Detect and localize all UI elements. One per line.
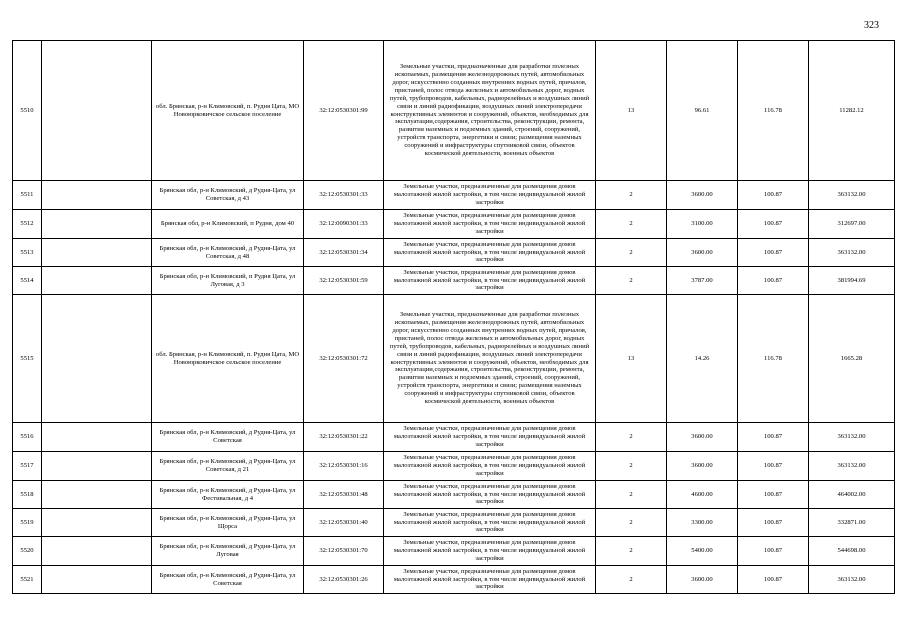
row-number: 5517 (13, 452, 42, 481)
blank-cell (42, 41, 152, 181)
area-cell: 3600.00 (667, 181, 738, 210)
permitted-use-cell: Земельные участки, предназначенные для размещения домов малоэтажной жилой застройки, в том числе индивидуальной жилой застройки (384, 210, 596, 239)
table-body (13, 41, 895, 594)
page-number: 323 (864, 20, 879, 31)
address-cell: Брянская обл, р-н Климовский, д Рудня-Цата, ул Советская, д 21 (152, 452, 304, 481)
table-row (13, 566, 895, 594)
address-cell: Брянская обл, р-н Климовский, д Рудня-Цата, ул Луговая (152, 537, 304, 566)
blank-cell (42, 537, 152, 566)
row-number: 5510 (13, 41, 42, 181)
blank-cell (42, 481, 152, 509)
group-code-cell: 2 (596, 423, 667, 452)
address-cell: Брянская обл, р-н Климовский, д Рудня-Цата, ул Советская, д 43 (152, 181, 304, 210)
cadastral-value-cell: 363132.00 (809, 452, 895, 481)
rate-cell: 116.78 (738, 295, 809, 423)
address-cell: Брянская обл, р-н Климовский, д Рудня-Цата, ул Советская, д 48 (152, 239, 304, 267)
area-cell: 3600.00 (667, 452, 738, 481)
cadastral-value-cell: 11282.12 (809, 41, 895, 181)
cadastral-number-cell: 32:12:0530301:40 (304, 509, 384, 537)
area-cell: 3600.00 (667, 239, 738, 267)
blank-cell (42, 295, 152, 423)
permitted-use-cell: Земельные участки, предназначенные для размещения домов малоэтажной жилой застройки, в том числе индивидуальной жилой застройки (384, 537, 596, 566)
row-number: 5518 (13, 481, 42, 509)
rate-cell: 100.87 (738, 481, 809, 509)
permitted-use-cell: Земельные участки, предназначенные для размещения домов малоэтажной жилой застройки, в том числе индивидуальной жилой застройки (384, 267, 596, 295)
cadastral-value-cell: 363132.00 (809, 423, 895, 452)
cadastral-number-cell: 32:12:0530301:16 (304, 452, 384, 481)
table-row (13, 181, 895, 210)
group-code-cell: 2 (596, 181, 667, 210)
cadastral-number-cell: 32:12:0530301:72 (304, 295, 384, 423)
address-cell: Брянская обл, р-н Климовский, д Рудня-Цата, ул Советская (152, 566, 304, 594)
cadastral-value-cell: 332871.00 (809, 509, 895, 537)
permitted-use-cell: Земельные участки, предназначенные для размещения домов малоэтажной жилой застройки, в том числе индивидуальной жилой застройки (384, 452, 596, 481)
permitted-use-cell: Земельные участки, предназначенные для размещения домов малоэтажной жилой застройки, в том числе индивидуальной жилой застройки (384, 481, 596, 509)
row-number: 5514 (13, 267, 42, 295)
row-number: 5519 (13, 509, 42, 537)
table-row (13, 423, 895, 452)
row-number: 5513 (13, 239, 42, 267)
blank-cell (42, 181, 152, 210)
row-number: 5511 (13, 181, 42, 210)
rate-cell: 100.87 (738, 566, 809, 594)
table-row (13, 267, 895, 295)
cadastral-number-cell: 32:12:0530301:22 (304, 423, 384, 452)
cadastral-value-cell: 312697.00 (809, 210, 895, 239)
row-number: 5516 (13, 423, 42, 452)
rate-cell: 100.87 (738, 267, 809, 295)
table-row (13, 452, 895, 481)
group-code-cell: 2 (596, 566, 667, 594)
area-cell: 14.26 (667, 295, 738, 423)
group-code-cell: 2 (596, 509, 667, 537)
cadastral-value-table (12, 40, 895, 594)
address-cell: Брянская обл, р-н Климовский, д Рудня-Цата, ул Фестивальная, д 4 (152, 481, 304, 509)
address-cell: обл. Брянская, р-н Климовский, п. Рудня Цата, МО Новоюрковичское сельское поселение (152, 295, 304, 423)
group-code-cell: 2 (596, 481, 667, 509)
area-cell: 3100.00 (667, 210, 738, 239)
address-cell: Брянская обл, р-н Климовский, п Рудня Цата, ул Луговая, д 3 (152, 267, 304, 295)
table-row (13, 537, 895, 566)
area-cell: 3300.00 (667, 509, 738, 537)
group-code-cell: 13 (596, 295, 667, 423)
group-code-cell: 2 (596, 267, 667, 295)
rate-cell: 100.87 (738, 239, 809, 267)
area-cell: 3600.00 (667, 423, 738, 452)
table-row (13, 509, 895, 537)
cadastral-number-cell: 32:12:0530301:26 (304, 566, 384, 594)
cadastral-value-cell: 363132.00 (809, 239, 895, 267)
blank-cell (42, 452, 152, 481)
group-code-cell: 2 (596, 537, 667, 566)
address-cell: обл. Брянская, р-н Климовский, п. Рудня Цата, МО Новоюрковичское сельское поселение (152, 41, 304, 181)
rate-cell: 100.87 (738, 537, 809, 566)
row-number: 5521 (13, 566, 42, 594)
permitted-use-cell: Земельные участки, предназначенные для размещения домов малоэтажной жилой застройки, в том числе индивидуальной жилой застройки (384, 181, 596, 210)
permitted-use-cell: Земельные участки, предназначенные для размещения домов малоэтажной жилой застройки, в том числе индивидуальной жилой застройки (384, 423, 596, 452)
blank-cell (42, 210, 152, 239)
blank-cell (42, 267, 152, 295)
cadastral-value-cell: 544698.00 (809, 537, 895, 566)
blank-cell (42, 239, 152, 267)
blank-cell (42, 423, 152, 452)
permitted-use-cell: Земельные участки, предназначенные для размещения домов малоэтажной жилой застройки, в том числе индивидуальной жилой застройки (384, 239, 596, 267)
area-cell: 3787.00 (667, 267, 738, 295)
address-cell: Брянская обл, р-н Климовский, д Рудня-Цата, ул Щорса (152, 509, 304, 537)
blank-cell (42, 566, 152, 594)
cadastral-number-cell: 32:12:0530301:48 (304, 481, 384, 509)
cadastral-number-cell: 32:12:0530301:70 (304, 537, 384, 566)
table-row (13, 239, 895, 267)
table-row (13, 481, 895, 509)
permitted-use-cell: Земельные участки, предназначенные для разработки полезных ископаемых, размещения железнодорожных путей, автомобильных дорог, искусственно созданных внутренних водных путей, причалов, пристаней, полос отвода железных и автомобильных дорог, водных путей, трубопроводов, кабельных, радиорелейных и воздушных линий связи и линий радиофикации, воздушных линий электропередачи конструктивных элементов и сооружений, объектов, необходимых для эксплуатации,содержания, строительства, реконструкции, ремонта, развития наземных и подземных зданий, строений, сооружений, устройств транспорта, энергетики и связи; размещения наземных сооружений и инфраструктуры спутниковой связи, объектов космической деятельности, военных объектов (384, 295, 596, 423)
cadastral-number-cell: 32:12:0530301:59 (304, 267, 384, 295)
rate-cell: 100.87 (738, 210, 809, 239)
blank-cell (42, 509, 152, 537)
table-row (13, 41, 895, 181)
cadastral-value-cell: 363132.00 (809, 566, 895, 594)
cadastral-value-cell: 464002.00 (809, 481, 895, 509)
rate-cell: 100.87 (738, 181, 809, 210)
rate-cell: 100.87 (738, 423, 809, 452)
permitted-use-cell: Земельные участки, предназначенные для размещения домов малоэтажной жилой застройки, в том числе индивидуальной жилой застройки (384, 566, 596, 594)
table-row (13, 210, 895, 239)
area-cell: 5400.00 (667, 537, 738, 566)
rate-cell: 100.87 (738, 509, 809, 537)
rate-cell: 100.87 (738, 452, 809, 481)
address-cell: Брянская обл, р-н Климовский, д Рудня-Цата, ул Советская (152, 423, 304, 452)
cadastral-number-cell: 32:12:0090301:33 (304, 210, 384, 239)
cadastral-number-cell: 32:12:0530301:33 (304, 181, 384, 210)
cadastral-number-cell: 32:12:0530301:99 (304, 41, 384, 181)
cadastral-value-cell: 381994.69 (809, 267, 895, 295)
group-code-cell: 13 (596, 41, 667, 181)
rate-cell: 116.78 (738, 41, 809, 181)
row-number: 5515 (13, 295, 42, 423)
cadastral-number-cell: 32:12:0530301:34 (304, 239, 384, 267)
row-number: 5520 (13, 537, 42, 566)
row-number: 5512 (13, 210, 42, 239)
cadastral-value-cell: 1665.28 (809, 295, 895, 423)
permitted-use-cell: Земельные участки, предназначенные для разработки полезных ископаемых, размещения железнодорожных путей, автомобильных дорог, искусственно созданных внутренних водных путей, причалов, пристаней, полос отвода железных и автомобильных дорог, водных путей, трубопроводов, кабельных, радиорелейных и воздушных линий связи и линий радиофикации, воздушных линий электропередачи конструктивных элементов и сооружений, объектов, необходимых для эксплуатации,содержания, строительства, реконструкции, ремонта, развития наземных и подземных зданий, строений, сооружений, устройств транспорта, энергетики и связи; размещения наземных сооружений и инфраструктуры спутниковой связи, объектов космической деятельности, военных объектов (384, 41, 596, 181)
table-row (13, 295, 895, 423)
cadastral-value-cell: 363132.00 (809, 181, 895, 210)
group-code-cell: 2 (596, 210, 667, 239)
permitted-use-cell: Земельные участки, предназначенные для размещения домов малоэтажной жилой застройки, в том числе индивидуальной жилой застройки (384, 509, 596, 537)
area-cell: 4600.00 (667, 481, 738, 509)
group-code-cell: 2 (596, 452, 667, 481)
group-code-cell: 2 (596, 239, 667, 267)
area-cell: 96.61 (667, 41, 738, 181)
address-cell: Брянская обл, р-н Климовский, п Рудня, дом 40 (152, 210, 304, 239)
area-cell: 3600.00 (667, 566, 738, 594)
